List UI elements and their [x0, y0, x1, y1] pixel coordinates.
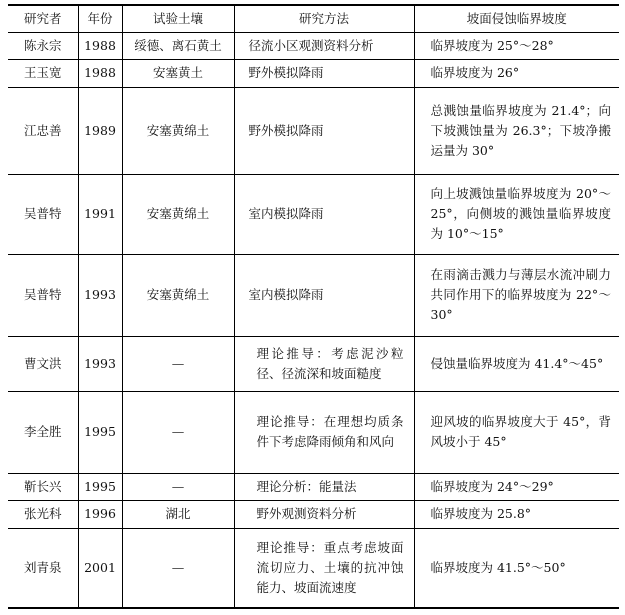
researcher-cell: 王玉宽 [23, 65, 62, 80]
researcher-cell: 靳长兴 [23, 478, 62, 494]
header-result: 坡面侵蚀临界坡度 [414, 5, 619, 32]
method-cell: 野外观测资料分析 [234, 500, 414, 528]
soil-cell: 安塞黄土 [122, 59, 234, 87]
result-cell: 临界坡度为 41.5°～50° [414, 528, 619, 608]
result-cell: 侵蚀量临界坡度为 41.4°～45° [414, 336, 619, 391]
researcher-cell: 陈永宗 [23, 37, 62, 53]
result-cell: 临界坡度为 24°～29° [414, 473, 619, 500]
year-cell: 1989 [78, 87, 122, 174]
table-row [8, 336, 619, 391]
soil-cell: — [122, 473, 234, 500]
table-row [8, 473, 619, 500]
table-row [8, 528, 619, 608]
header-row [8, 5, 619, 32]
table-row [8, 254, 619, 336]
method-cell: 理论推导：重点考虑坡面流切应力、土壤的抗冲蚀能力、坡面流速度 [234, 528, 414, 608]
result-cell: 临界坡度为 25.8° [414, 500, 619, 528]
method-cell: 径流小区观测资料分析 [234, 32, 414, 59]
soil-cell: — [122, 391, 234, 473]
method-cell: 理论推导：考虑泥沙粒径、径流深和坡面糙度 [234, 336, 414, 391]
table-row [8, 500, 619, 528]
table-row [8, 59, 619, 87]
soil-cell: 湖北 [122, 500, 234, 528]
year-cell: 1993 [78, 254, 122, 336]
result-cell: 向上坡溅蚀量临界坡度为 20°～25°，向侧坡的溅蚀量临界坡度为 10°～15° [414, 174, 619, 254]
method-cell: 室内模拟降雨 [234, 174, 414, 254]
researcher-cell: 江忠善 [23, 122, 62, 138]
header-researcher: 研究者 [23, 10, 62, 26]
header-soil: 试验土壤 [122, 5, 234, 32]
result-cell: 临界坡度为 26° [414, 59, 619, 87]
table-row [8, 391, 619, 473]
soil-cell: 绥德、离石黄土 [122, 32, 234, 59]
result-cell: 迎风坡的临界坡度大于 45°，背风坡小于 45° [414, 391, 619, 473]
header-year: 年份 [78, 5, 122, 32]
critical-slope-table [8, 4, 619, 609]
soil-cell: — [122, 528, 234, 608]
researcher-cell: 张光科 [23, 506, 62, 521]
researcher-cell: 吴普特 [23, 206, 62, 221]
method-cell: 理论分析：能量法 [234, 473, 414, 500]
year-cell: 1995 [78, 473, 122, 500]
year-cell: 1988 [78, 32, 122, 59]
researcher-cell: 曹文洪 [23, 355, 62, 371]
year-cell: 1996 [78, 500, 122, 528]
soil-cell: 安塞黄绵土 [122, 87, 234, 174]
result-cell: 在雨滴击溅力与薄层水流冲刷力共同作用下的临界坡度为 22°～30° [414, 254, 619, 336]
year-cell: 1995 [78, 391, 122, 473]
soil-cell: 安塞黄绵土 [122, 254, 234, 336]
year-cell: 1988 [78, 59, 122, 87]
year-cell: 1993 [78, 336, 122, 391]
method-cell: 室内模拟降雨 [234, 254, 414, 336]
soil-cell: 安塞黄绵土 [122, 174, 234, 254]
table-row [8, 32, 619, 59]
table-row [8, 174, 619, 254]
researcher-cell: 李全胜 [23, 424, 62, 439]
year-cell: 1991 [78, 174, 122, 254]
method-cell: 野外模拟降雨 [234, 87, 414, 174]
header-method: 研究方法 [234, 5, 414, 32]
result-cell: 总溅蚀量临界坡度为 21.4°；向下坡溅蚀量为 26.3°；下坡净搬运量为 30° [414, 87, 619, 174]
result-cell: 临界坡度为 25°～28° [414, 32, 619, 59]
method-cell: 理论推导：在理想均质条件下考虑降雨倾角和风向 [234, 391, 414, 473]
year-cell: 2001 [78, 528, 122, 608]
researcher-cell: 刘青泉 [23, 559, 62, 575]
soil-cell: — [122, 336, 234, 391]
method-cell: 野外模拟降雨 [234, 59, 414, 87]
table-row [8, 87, 619, 174]
researcher-cell: 吴普特 [23, 287, 62, 302]
